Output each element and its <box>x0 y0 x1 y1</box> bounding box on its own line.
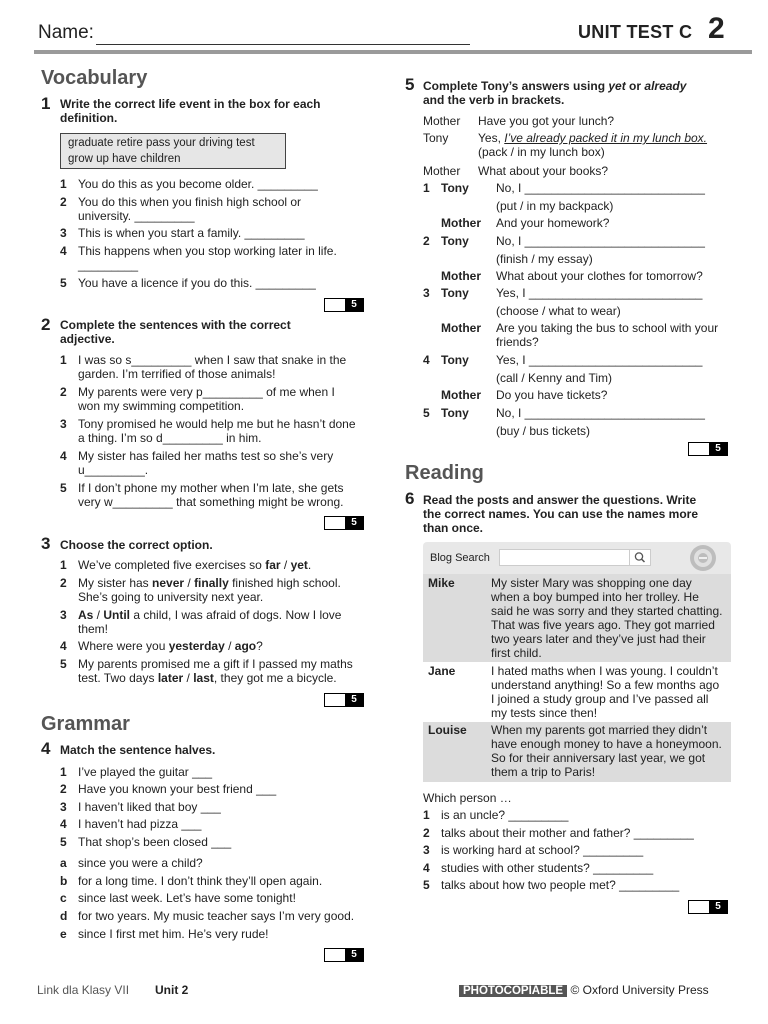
post-line: when a boy bumped into her trolley. He <box>491 590 699 604</box>
list-item: 4 This happens when you stop working later in life. _________ <box>60 244 337 272</box>
ex1-instruction: Write the correct life event in the box for each definition. <box>60 97 321 125</box>
post-line: My sister Mary was shopping one day <box>491 576 692 590</box>
post-line: When my parents got married they didn’t <box>491 723 708 737</box>
list-item: 3 As / Until a child, I was afraid of dogs. Now I love them! <box>60 608 342 636</box>
post-line: I hated maths when I was young. I couldn’t <box>491 664 718 678</box>
list-item: 2 My sister has never / finally finished high school. She’s going to university next year. <box>60 576 341 604</box>
unit-number: 2 <box>708 12 725 45</box>
blog-search-input[interactable] <box>499 549 631 566</box>
ex3-score-box[interactable]: 5 <box>324 693 364 707</box>
post-author: Mike <box>428 576 455 590</box>
ex1-score-box[interactable]: 5 <box>324 298 364 312</box>
ex2-instruction: Complete the sentences with the correct adjective. <box>60 318 291 346</box>
ex6-number: 6 <box>405 489 415 508</box>
post-line: understand anything! So a few months ago <box>491 678 720 692</box>
ex1-number: 1 <box>41 94 51 113</box>
footer-rights <box>459 983 709 997</box>
reading-title: Reading <box>405 462 484 484</box>
post-line: first child. <box>491 646 542 660</box>
ex6-instruction: Read the posts and answer the questions. Write the correct names. You can use the names more than once. <box>423 493 698 535</box>
post-line: my tests since then! <box>491 706 598 720</box>
list-item: 5 If I don’t phone my mother when I’m late, she gets very w_________ that something might be wrong. <box>60 481 344 509</box>
ex6-score-box[interactable]: 5 <box>688 900 728 914</box>
post-line: said he was sorry and they started chatting. <box>491 604 723 618</box>
photocopiable-badge: PHOTOCOPIABLE <box>459 985 567 997</box>
ex5-number: 5 <box>405 75 415 94</box>
blog-search-label: Blog Search <box>430 552 490 564</box>
post-line: them a trip to Paris! <box>491 765 596 779</box>
list-item: 5 My parents promised me a gift if I passed my maths test. Two days later / last, they got me a bicycle. <box>60 657 353 685</box>
post-author: Jane <box>428 664 456 678</box>
ex2-number: 2 <box>41 315 51 334</box>
blog-logo-icon <box>688 544 718 572</box>
name-label: Name: <box>38 22 94 43</box>
footer-course: Link dla Klasy VII <box>37 983 130 997</box>
ex5-instruction: Complete Tony’s answers using yet or already and the verb in brackets. <box>423 79 687 107</box>
footer-unit: Unit 2 <box>155 983 189 997</box>
ex4-score-box[interactable]: 5 <box>324 948 364 962</box>
post-author: Louise <box>428 723 467 737</box>
copyright-text: © Oxford University Press <box>570 983 709 997</box>
list-item: 4 My sister has failed her maths test so she’s very u_________. <box>60 449 334 477</box>
post-line: have enough money to have a honeymoon. <box>491 737 722 751</box>
ex5-score-box[interactable]: 5 <box>688 442 728 456</box>
ex1-word-box: graduate retire pass your driving test grow up have children <box>60 133 286 169</box>
post-line: I joined a study group and I’ve passed all <box>491 692 709 706</box>
post-line: That was five years ago. They got married <box>491 618 715 632</box>
blog-panel <box>423 542 731 783</box>
ex4-number: 4 <box>41 739 51 758</box>
post-line: So for their anniversary last year, we got <box>491 751 706 765</box>
search-button[interactable] <box>629 549 651 566</box>
search-icon <box>630 550 650 565</box>
vocabulary-title: Vocabulary <box>41 67 148 89</box>
unit-test-label: UNIT TEST C <box>578 22 693 42</box>
ex2-score-box[interactable]: 5 <box>324 516 364 530</box>
ex3-number: 3 <box>41 534 51 553</box>
list-item: 2 My parents were very p_________ of me when I won my swimming competition. <box>60 385 335 413</box>
list-item: 2 You do this when you finish high school or university. _________ <box>60 195 302 223</box>
which-person-label: Which person … <box>423 791 512 805</box>
ex3-instruction: Choose the correct option. <box>60 538 213 552</box>
ex4-instruction: Match the sentence halves. <box>60 743 216 757</box>
header-rule <box>34 50 752 54</box>
grammar-title: Grammar <box>41 713 130 735</box>
post-line: two years later and they’ve just had their <box>491 632 706 646</box>
name-line[interactable] <box>96 44 470 45</box>
ex5-dialogue: Mother Have you got your lunch? Tony Yes, I’ve already packed it in my lunch box. (pack / in my lunch box) Mother What about your books? 1 Tony No, I ___________________________ (put / in my backpack) Mother And your homework? 2 Tony No, I ___________________________ (finish / my essay) Mother What about your clothes for tomorrow? 3 Tony Yes, I __________________________ (choose / what to wear) Mother Are you taking the bus to school with your friends? 4 Tony Yes, I __________________________ (call / Kenny and Tim) Mother Do you have tickets? 5 Tony No, I ___________________________ (buy / bus tickets) <box>423 114 719 438</box>
list-item: 1 I was so s_________ when I saw that snake in the garden. I’m terrified of those animals! <box>60 353 347 381</box>
list-item: 3 Tony promised he would help me but he hasn’t done a thing. I’m so d_________ in him. <box>60 417 356 445</box>
